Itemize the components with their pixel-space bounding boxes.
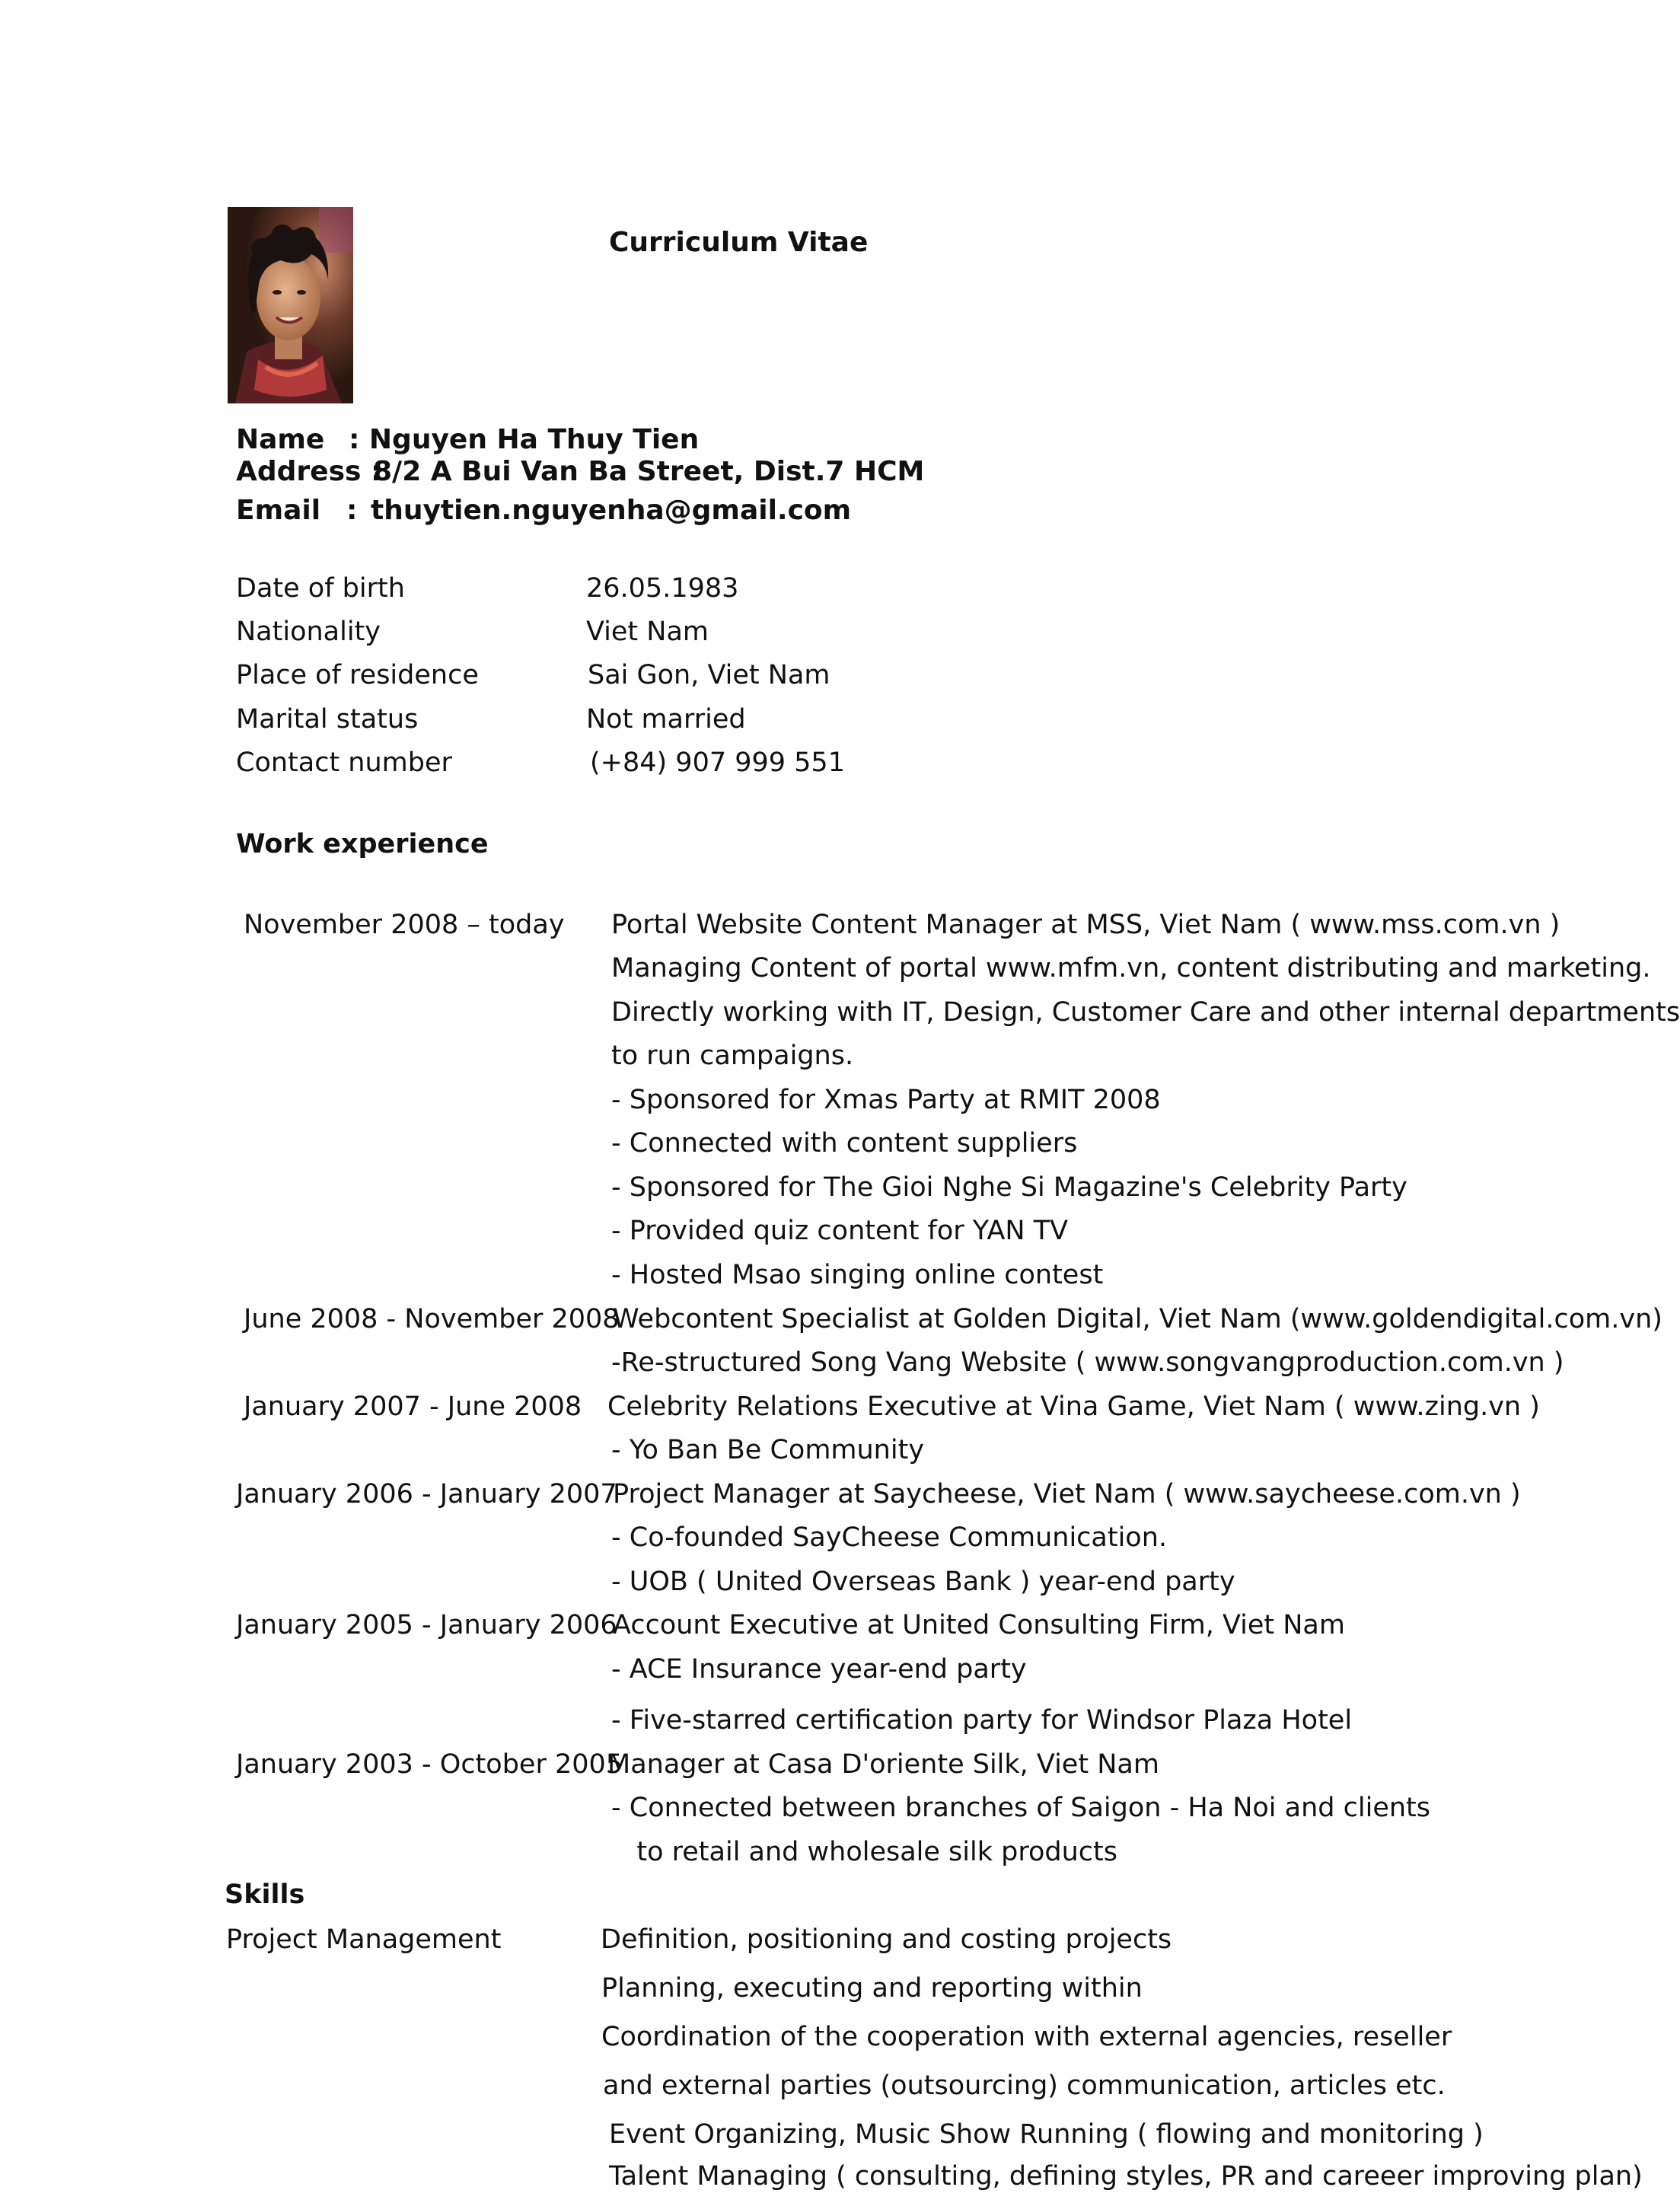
- work-line: Project Manager at Saycheese, Viet Nam ( www.saycheese.com.vn ): [613, 1479, 1521, 1509]
- work-period: January 2005 - January 2006: [236, 1610, 617, 1640]
- nationality-label: Nationality: [236, 617, 381, 647]
- work-line: - Connected between branches of Saigon - Ha Noi and clients: [611, 1793, 1430, 1823]
- work-period: January 2003 - October 2005: [236, 1749, 623, 1780]
- document-title: Curriculum Vitae: [609, 227, 869, 258]
- work-line: - Provided quiz content for YAN TV: [611, 1216, 1069, 1246]
- work-line: to retail and wholesale silk products: [611, 1837, 1117, 1867]
- skill-line: Definition, positioning and costing projects: [601, 1924, 1172, 1955]
- work-period: January 2007 - June 2008: [244, 1392, 582, 1422]
- skill-line: and external parties (outsourcing) communication, articles etc.: [603, 2071, 1446, 2101]
- nationality-value: Viet Nam: [586, 617, 709, 647]
- address-label: Address :: [236, 456, 382, 487]
- work-line: - Hosted Msao singing online contest: [611, 1260, 1104, 1290]
- work-line: - Sponsored for The Gioi Nghe Si Magazine's Celebrity Party: [611, 1172, 1407, 1203]
- work-line: - Co-founded SayCheese Communication.: [611, 1522, 1168, 1553]
- work-line: - Five-starred certification party for Windsor Plaza Hotel: [611, 1705, 1353, 1736]
- work-line: Webcontent Specialist at Golden Digital, Viet Nam (www.goldendigital.com.vn): [613, 1304, 1662, 1334]
- work-experience-heading: Work experience: [236, 829, 489, 859]
- work-line: -Re-structured Song Vang Website ( www.songvangproduction.com.vn ): [611, 1347, 1564, 1378]
- email-value: thuytien.nguyenha@gmail.com: [371, 495, 852, 526]
- email-label: Email: [236, 495, 321, 526]
- work-line: to run campaigns.: [611, 1041, 854, 1071]
- work-line: - Yo Ban Be Community: [611, 1435, 925, 1465]
- work-period: June 2008 - November 2008: [244, 1304, 620, 1334]
- skill-line: Event Organizing, Music Show Running ( flowing and monitoring ): [609, 2119, 1484, 2150]
- work-period: November 2008 – today: [244, 910, 565, 940]
- name-value: : Nguyen Ha Thuy Tien: [349, 424, 700, 455]
- skill-label: Project Management: [226, 1924, 502, 1955]
- email-separator: :: [346, 495, 358, 526]
- profile-photo: [228, 207, 353, 403]
- work-period: January 2006 - January 2007: [236, 1479, 617, 1509]
- contact-number-label: Contact number: [236, 748, 452, 778]
- dob-value: 26.05.1983: [586, 573, 739, 604]
- work-line: Directly working with IT, Design, Customer Care and other internal departments: [611, 997, 1680, 1028]
- work-line: - Sponsored for Xmas Party at RMIT 2008: [611, 1085, 1161, 1115]
- skill-line: Planning, executing and reporting within: [601, 1973, 1143, 2004]
- residence-value: Sai Gon, Viet Nam: [588, 660, 830, 690]
- skill-line: Talent Managing ( consulting, defining styles, PR and careeer improving plan): [609, 2161, 1643, 2192]
- skills-heading: Skills: [225, 1879, 305, 1910]
- work-line: Account Executive at United Consulting Firm, Viet Nam: [613, 1610, 1345, 1640]
- marital-status-label: Marital status: [236, 704, 419, 735]
- dob-label: Date of birth: [236, 573, 405, 604]
- name-label: Name: [236, 424, 325, 455]
- skill-line: Coordination of the cooperation with external agencies, reseller: [601, 2022, 1452, 2052]
- work-line: - ACE Insurance year-end party: [611, 1654, 1027, 1685]
- work-line: Manager at Casa D'oriente Silk, Viet Nam: [607, 1749, 1159, 1780]
- residence-label: Place of residence: [236, 660, 479, 690]
- address-value: 8/2 A Bui Van Ba Street, Dist.7 HCM: [373, 456, 925, 487]
- work-line: - Connected with content suppliers: [611, 1128, 1078, 1159]
- work-line: Celebrity Relations Executive at Vina Game, Viet Nam ( www.zing.vn ): [607, 1392, 1540, 1422]
- contact-number-value: (+84) 907 999 551: [590, 748, 845, 778]
- work-line: Managing Content of portal www.mfm.vn, content distributing and marketing.: [611, 953, 1651, 983]
- work-line: - UOB ( United Overseas Bank ) year-end party: [611, 1567, 1235, 1597]
- marital-status-value: Not married: [586, 704, 746, 735]
- work-line: Portal Website Content Manager at MSS, Viet Nam ( www.mss.com.vn ): [611, 910, 1560, 940]
